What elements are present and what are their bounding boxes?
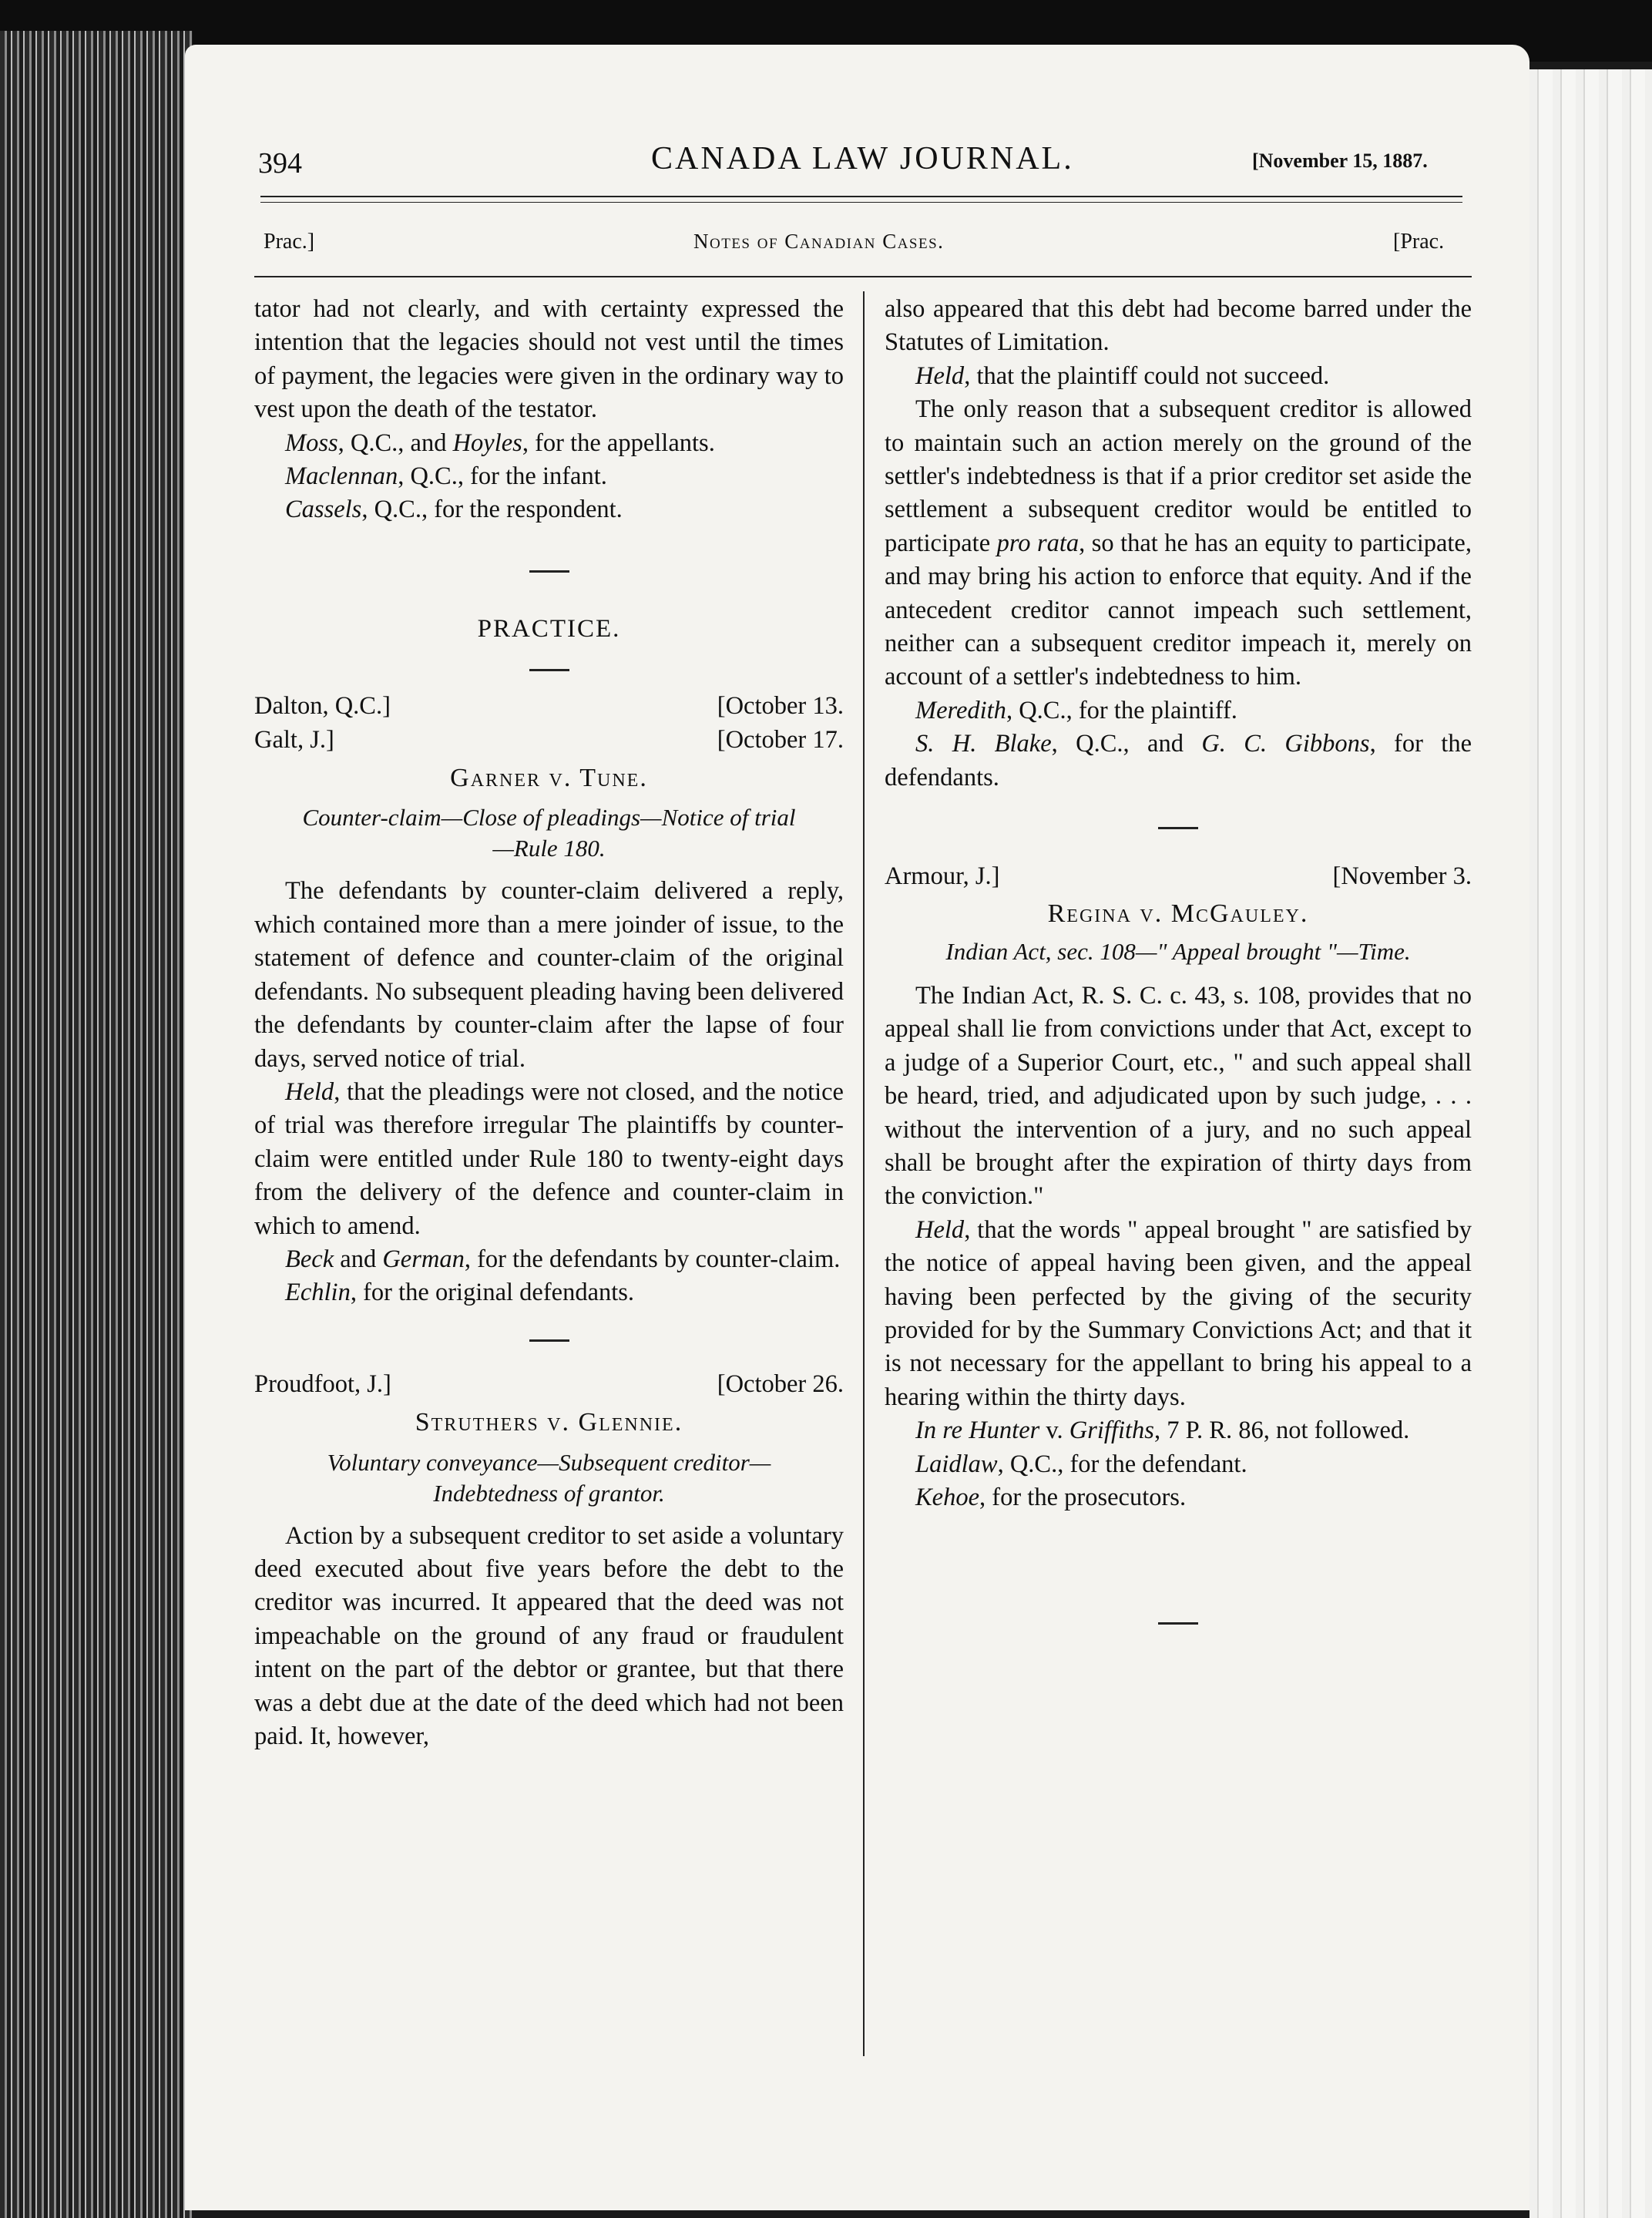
counsel-line: Beck and German, for the defendants by counter-claim. <box>285 1245 841 1273</box>
counsel-name: Moss <box>285 428 338 457</box>
held-label: Held <box>915 1215 965 1244</box>
citation-line: In re Hunter v. Griffiths, 7 P. R. 86, not followed. <box>915 1416 1410 1445</box>
case-paragraph: The defendants by counter-claim delivered a reply, which contained more than a mere joinder of issue, to the statement of defence and counter-claim of the original defendants. No subsequent pleading having been delivered the defendants by counter-claim after the lapse of four days, served notice of trial. <box>254 877 844 1073</box>
page-edge-right <box>1529 69 1652 2218</box>
decision-date: [October 17. <box>717 725 844 754</box>
end-separator <box>1158 1622 1198 1625</box>
judge: Dalton, Q.C.] <box>254 692 391 721</box>
counsel-line: Meredith, Q.C., for the plaintiff. <box>915 696 1237 724</box>
decision-date: [October 13. <box>717 692 844 721</box>
left-column <box>254 293 844 1753</box>
held-label: Held <box>285 1077 334 1106</box>
case-paragraph: The Indian Act, R. S. C. c. 43, s. 108, provides that no appeal shall lie from convictions under that Act, except to a judge of a Superior Court, etc., " and such appeal shall be heard, tried, and adjudicated upon by such judge, . . . without the intervention of a jury, and no such appeal shall be brought after the expiration of thirty days from the conviction." <box>885 981 1472 1211</box>
held-paragraph: Held, that the pleadings were not closed, and the notice of trial was therefore irregular The plaintiffs by counter-claim were entitled under Rule 180 to twenty-eight days from the delivery of the defence and counter-claim in which to amend. <box>254 1077 844 1240</box>
continued-paragraph: tator had not clearly, and with certainty expressed the intention that the legacies should not vest until the times of payment, the legacies were given in the ordinary way to vest upon the death of the testator. <box>254 295 844 424</box>
judge: Proudfoot, J.] <box>254 1369 391 1398</box>
catchline: Indebtedness of grantor. <box>433 1479 665 1507</box>
running-head-rule <box>254 276 1472 277</box>
right-column <box>885 293 1472 1625</box>
page-number: 394 <box>258 147 302 180</box>
counsel-line: Maclennan, Q.C., for the infant. <box>285 462 607 491</box>
counsel-line: Moss, Q.C., and Hoyles, for the appellants. <box>285 428 715 457</box>
case-paragraph: Action by a subsequent creditor to set aside a voluntary deed executed about five years before the debt to the creditor was incurred. It appeared that the deed was not impeachable on the ground of any fraud or fraudulent intent on the part of the debtor or grantee, but that there was a debt due at the date of the deed which had not been paid. It, however, <box>254 1521 844 1750</box>
case-paragraph: The only reason that a subsequent creditor is allowed to maintain such an action merely on the ground of the settler's indebtedness is that if a prior creditor set aside the settlement a subsequent creditor would be entitled to participate pro rata, so that he has an equity to participate, and may bring his action to enforce that equity. And if the antecedent creditor cannot impeach such settlement, neither can a subsequent creditor impeach it, merely on account of a settler's indebtedness to him. <box>885 395 1472 691</box>
running-head-right: [Prac. <box>1393 230 1445 254</box>
case-title: Regina v. McGauley. <box>1047 899 1309 928</box>
case-title: Struthers v. Glennie. <box>415 1408 683 1437</box>
decision-date: [October 26. <box>717 1369 844 1398</box>
judge-date-line <box>254 1368 844 1401</box>
counsel-line: Laidlaw, Q.C., for the defendant. <box>915 1450 1247 1478</box>
judge-date-line <box>885 860 1472 893</box>
counsel-line: Kehoe, for the prosecutors. <box>915 1484 1187 1511</box>
catchline: Voluntary conveyance—Subsequent creditor— <box>327 1448 771 1476</box>
judge: Armour, J.] <box>885 862 1000 891</box>
journal-title: CANADA LAW JOURNAL. <box>651 141 1074 176</box>
judge: Galt, J.] <box>254 725 334 754</box>
counsel-line: S. H. Blake, Q.C., and G. C. Gibbons, for the defendants. <box>885 730 1472 791</box>
catchline: Indian Act, sec. 108—" Appeal brought "—Time. <box>945 937 1411 965</box>
catchline: Counter-claim—Close of pleadings—Notice of trial <box>302 804 796 832</box>
counsel-name: Cassels <box>285 496 362 524</box>
counsel-line: Echlin, for the original defendants. <box>285 1279 635 1307</box>
header-rule-top <box>260 196 1462 197</box>
catchline: —Rule 180. <box>492 835 606 862</box>
column-divider <box>863 291 865 2056</box>
header-rule-double <box>260 202 1462 203</box>
decision-date: [November 3. <box>1332 862 1472 891</box>
issue-date: [November 15, 1887. <box>1252 150 1428 172</box>
case-title: Garner v. Tune. <box>450 764 648 793</box>
judge-date-line <box>254 724 844 757</box>
held-paragraph: Held, that the words " appeal brought " are satisfied by the notice of appeal having been given, and the appeal having been perfected by the giving of the security provided for by the Summary Convictions Act; and that it is not necessary for the appellant to bring his appeal to a hearing within the thirty days. <box>885 1215 1472 1411</box>
judge-date-line <box>254 690 844 723</box>
running-head-center: Notes of Canadian Cases. <box>693 230 945 253</box>
held-paragraph: Held, that the plaintiff could not succeed. <box>915 361 1330 390</box>
section-heading: PRACTICE. <box>477 614 621 643</box>
counsel-name: Maclennan <box>285 462 398 491</box>
counsel-line: Cassels, Q.C., for the respondent. <box>285 496 623 524</box>
running-head-left: Prac.] <box>264 230 315 254</box>
continued-paragraph: also appeared that this debt had become barred under the Statutes of Limitation. <box>885 295 1472 357</box>
book-spine-shadow <box>0 31 193 2218</box>
held-label: Held <box>915 361 965 390</box>
counsel-name: Hoyles <box>452 428 522 457</box>
